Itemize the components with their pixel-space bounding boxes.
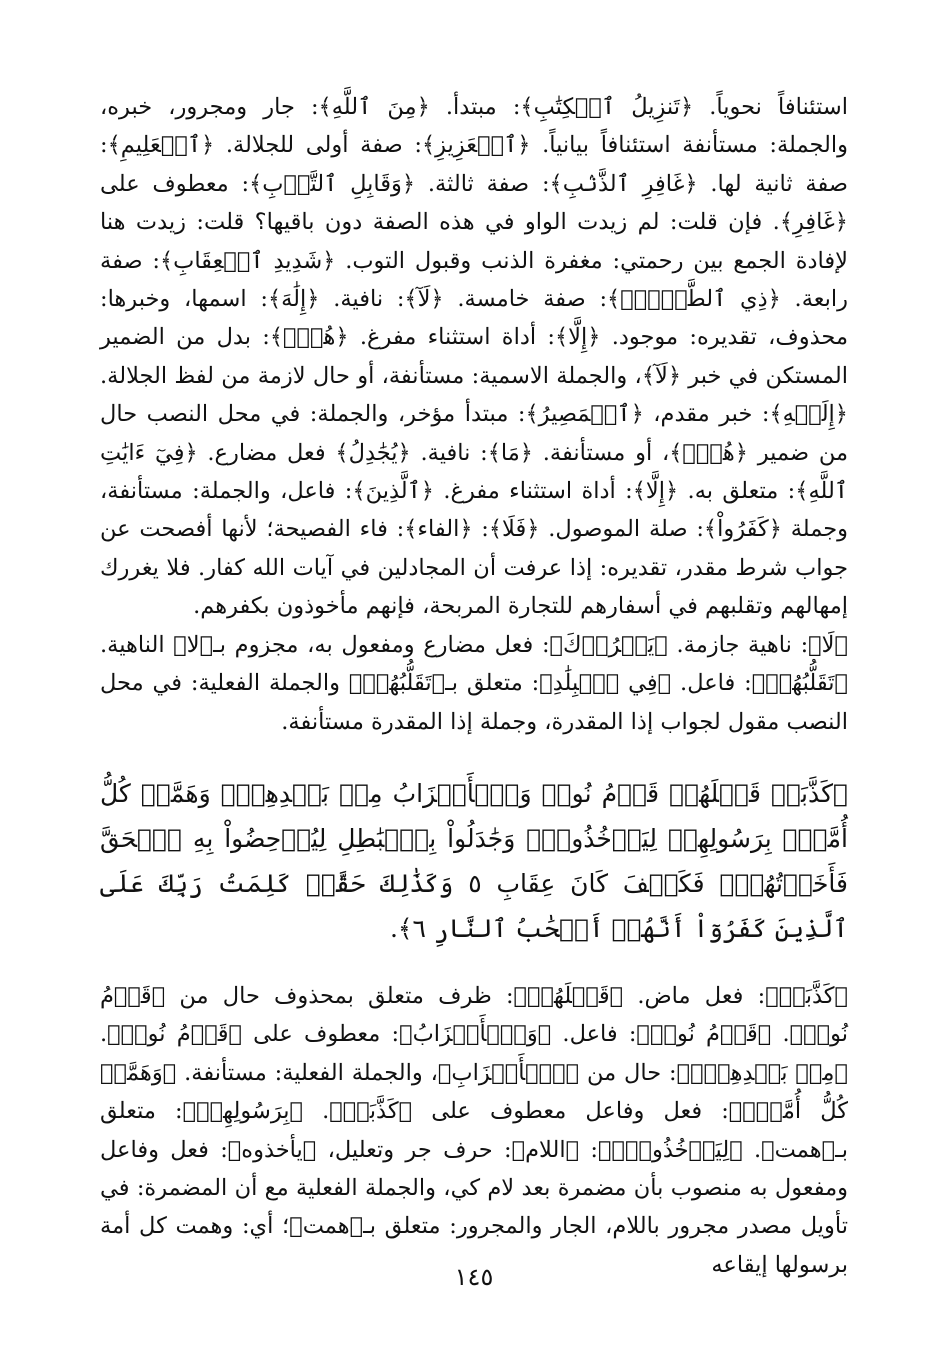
quran-verse-block <box>100 771 848 951</box>
commentary-paragraph: ﴿كَذَّبَتۡ﴾: فعل ماض. ﴿قَبۡلَهُمۡ﴾: ظرف متعلق بمحذوف حال من ﴿قَوۡمُ نُوحٖ﴾. ﴿قَوۡمُ نُوحٖ﴾: فاعل. ﴿وَٱلۡأَحۡزَابُ﴾: معطوف على ﴿قَوۡمُ نُوحٖ﴾. ﴿مِنۢ بَعۡدِهِمۡۖ﴾: حال من ﴿ٱلۡأَحۡزَابِ﴾، والجملة الفعلية: مستأنفة. ﴿وَهَمَّتۡ كُلُّ أُمَّةِۭ﴾: فعل وفاعل معطوف على ﴿كَذَّبَتۡ﴾. ﴿بِرَسُولِهِمۡ﴾: متعلق بـ﴿همت﴾. ﴿لِيَأۡخُذُوهُۖ﴾: ﴿اللام﴾: حرف جر وتعليل، ﴿يأخذوه﴾: فعل وفاعل ومفعول به منصوب بأن مضمرة بعد لام كي، والجملة الفعلية مع أن المضمرة: في تأويل مصدر مجرور باللام، الجار والمجرور: متعلق بـ﴿همت﴾؛ أي: وهمت كل أمة برسولها إيقاعه <box>100 982 848 1278</box>
grammar-commentary-top <box>100 88 848 741</box>
grammar-commentary-bottom <box>100 977 848 1284</box>
page-number: ١٤٥ <box>454 1263 494 1291</box>
commentary-paragraph: استئنافاً نحوياً. ﴿تَنزِيلُ ٱلۡكِتَٰبِ﴾: مبتدأ. ﴿مِنَ ٱللَّهِ﴾: جار ومجرور، خبره، والجملة: مستأنفة استئنافاً بيانياً. ﴿ٱلۡعَزِيزِ﴾: صفة أولى للجلالة. ﴿ٱلۡعَلِيمِ﴾: صفة ثانية لها. ﴿غَافِرِ ٱلذَّنۢبِ﴾: صفة ثالثة. ﴿وَقَابِلِ ٱلتَّوۡبِ﴾: معطوف على ﴿غَافِرِ﴾. فإن قلت: لم زيدت الواو في هذه الصفة دون باقيها؟ قلت: زيدت هنا لإفادة الجمع بين رحمتي: مغفرة الذنب وقبول التوب. ﴿شَدِيدِ ٱلۡعِقَابِ﴾: صفة رابعة. ﴿ذِي ٱلطَّوۡلِۖ﴾: صفة خامسة. ﴿لَآ﴾: نافية. ﴿إِلَٰهَ﴾: اسمها، وخبرها: محذوف، تقديره: موجود. ﴿إِلَّا﴾: أداة استثناء مفرغ. ﴿هُوَۖ﴾: بدل من الضمير المستكن في خبر ﴿لَآ﴾، والجملة الاسمية: مستأنفة، أو حال لازمة من لفظ الجلالة. ﴿إِلَيۡهِ﴾: خبر مقدم، ﴿ٱلۡمَصِيرُ﴾: مبتدأ مؤخر، والجملة: في محل النصب حال من ضمير ﴿هُوَۖ﴾، أو مستأنفة. ﴿مَا﴾: نافية. ﴿يُجَٰدِلُ﴾ فعل مضارع. ﴿فِيٓ ءَايَٰتِ ٱللَّهِ﴾: متعلق به. ﴿إِلَّا﴾: أداة استثناء مفرغ. ﴿ٱلَّذِينَ﴾: فاعل، والجملة: مستأنفة، وجملة ﴿كَفَرُواْ﴾: صلة الموصول. ﴿فَلَا﴾: ﴿الفاء﴾: فاء الفصيحة؛ لأنها أفصحت عن جواب شرط مقدر، تقديره: إذا عرفت أن المجادلين في آيات الله كفار. فلا يغررك إمهالهم وتقلبهم في أسفارهم للتجارة المربحة، فإنهم مأخوذون بكفرهم. <box>100 94 848 620</box>
quran-verse: ﴿كَذَّبَتۡ قَبۡلَهُمۡ قَوۡمُ نُوحٖ وَٱلۡأَحۡزَابُ مِنۢ بَعۡدِهِمۡۖ وَهَمَّتۡ كُلُّ أُمَّةِۭ بِرَسُولِهِمۡ لِيَأۡخُذُوهُۖ وَجَٰدَلُواْ بِٱلۡبَٰطِلِ لِيُدۡحِضُواْ بِهِ ٱلۡحَقَّ فَأَخَذۡتُهُمۡۖ فَكَيۡفَ كَانَ عِقَابِ ٥ وَكَذَٰلِكَ حَقَّتۡ كَلِمَتُ رَبِّكَ عَلَى ٱلَّذِينَ كَفَرُوٓاْ أَنَّهُمۡ أَصۡحَٰبُ ٱلنَّارِ ٦﴾. <box>100 778 848 943</box>
commentary-paragraph: ﴿لَا﴾: ناهية جازمة. ﴿يَغۡرُرۡكَ﴾: فعل مضارع ومفعول به، مجزوم بـ﴿لا﴾ الناهية. ﴿تَقَلُّبُهُمۡ﴾: فاعل. ﴿فِي ٱلۡبِلَٰدِ﴾: متعلق بـ﴿تَقَلُّبُهُمۡ﴾ والجملة الفعلية: في محل النصب مقول لجواب إذا المقدرة، وجملة إذا المقدرة مستأنفة. <box>100 631 848 735</box>
